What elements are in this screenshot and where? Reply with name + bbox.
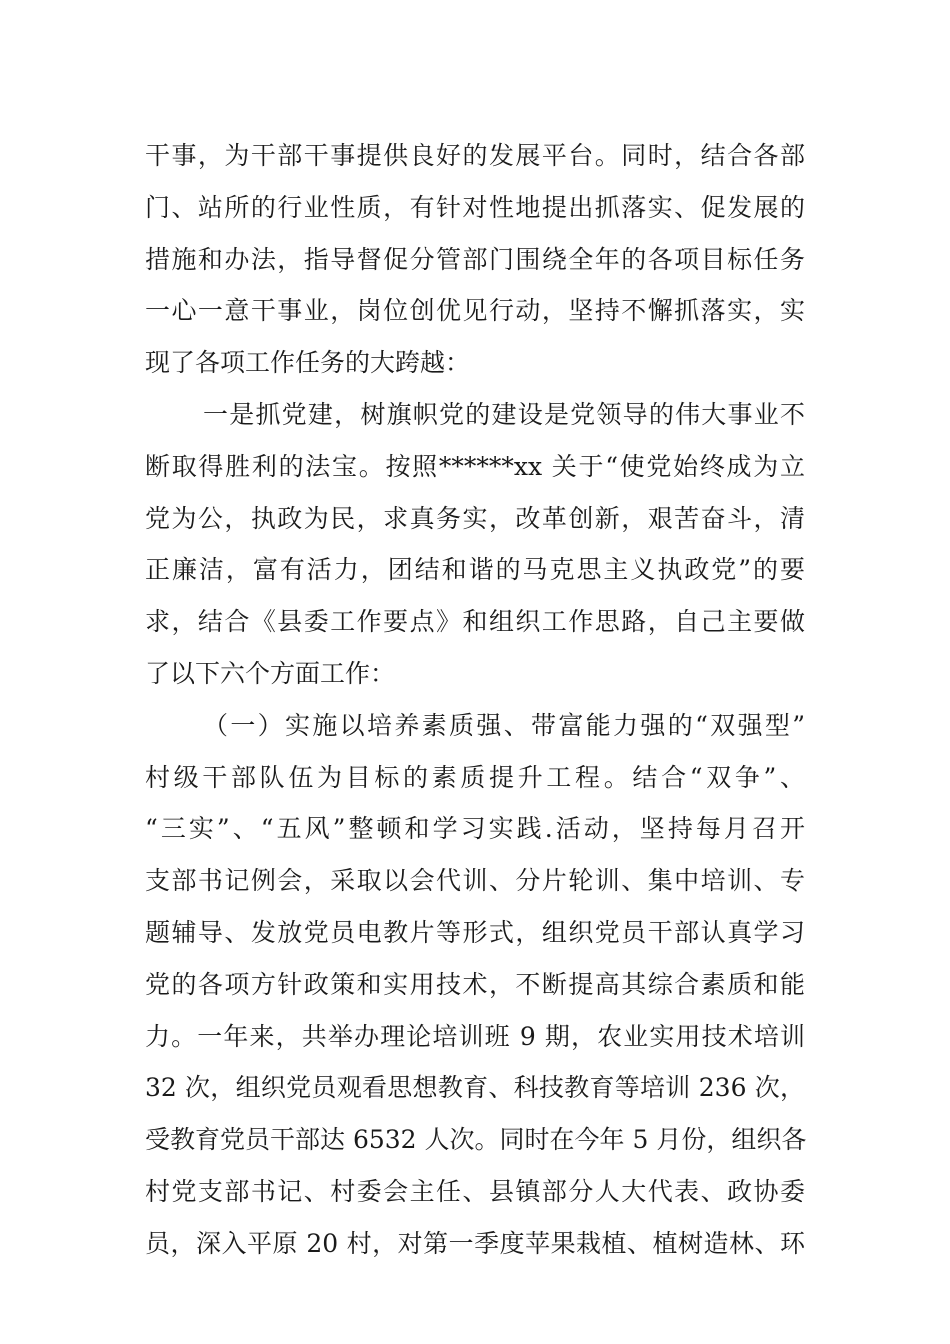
paragraph-3-line-3: “三实”、“五风”整顿和学习实践.活动，坚持每月召开 [145, 814, 805, 844]
paragraph-1-line-5: 现了各项工作任务的大跨越： [145, 348, 471, 378]
paragraph-1-line-4: 一心一意干事业，岗位创优见行动，坚持不懈抓落实，实 [145, 296, 805, 326]
paragraph-1-line-1: 干事，为干部干事提供良好的发展平台。同时，结合各部 [145, 141, 805, 170]
paragraph-2-line-3: 党为公，执政为民，求真务实，改革创新，艰苦奋斗，清 [145, 503, 805, 533]
paragraph-3-line-1: （一）实施以培养素质强、带富能力强的“双强型” [203, 710, 805, 740]
paragraph-3-line-8: 32 次，组织党员观看思想教育、科技教育等培训 236 次， [145, 1073, 805, 1103]
paragraph-3-line-4: 支部书记例会，采取以会代训、分片轮训、集中培训、专 [145, 866, 805, 896]
paragraph-3-line-11: 员，深入平原 20 村，对第一季度苹果栽植、植树造林、环 [145, 1228, 805, 1258]
paragraph-3-line-10: 村党支部书记、村委会主任、县镇部分人大代表、政协委 [145, 1176, 805, 1206]
paragraph-2-line-5: 求，结合《县委工作要点》和组织工作思路，自己主要做 [145, 607, 805, 637]
paragraph-2-line-2: 断取得胜利的法宝。按照******xx 关于“使党始终成为立 [145, 451, 805, 481]
paragraph-3-line-2: 村级干部队伍为目标的素质提升工程。结合“双争”、 [145, 762, 805, 792]
paragraph-3-line-6: 党的各项方针政策和实用技术，不断提高其综合素质和能 [145, 969, 805, 999]
paragraph-1-line-2: 门、站所的行业性质，有针对性地提出抓落实、促发展的 [145, 192, 805, 222]
paragraph-2-line-1: 一是抓党建，树旗帜党的建设是党领导的伟大事业不 [203, 399, 805, 429]
paragraph-2-line-4: 正廉洁，富有活力，团结和谐的马克思主义执政党”的要 [145, 555, 805, 585]
paragraph-3-line-9: 受教育党员干部达 6532 人次。同时在今年 5 月份，组织各 [145, 1125, 807, 1155]
paragraph-1-line-3: 措施和办法，指导督促分管部门围绕全年的各项目标任务 [145, 244, 805, 274]
paragraph-2-line-6: 了以下六个方面工作： [145, 658, 396, 688]
paragraph-3-line-7: 力。一年来，共举办理论培训班 9 期，农业实用技术培训 [145, 1021, 805, 1051]
paragraph-3-line-5: 题辅导、发放党员电教片等形式，组织党员干部认真学习 [145, 917, 805, 947]
document-body [145, 130, 805, 1270]
